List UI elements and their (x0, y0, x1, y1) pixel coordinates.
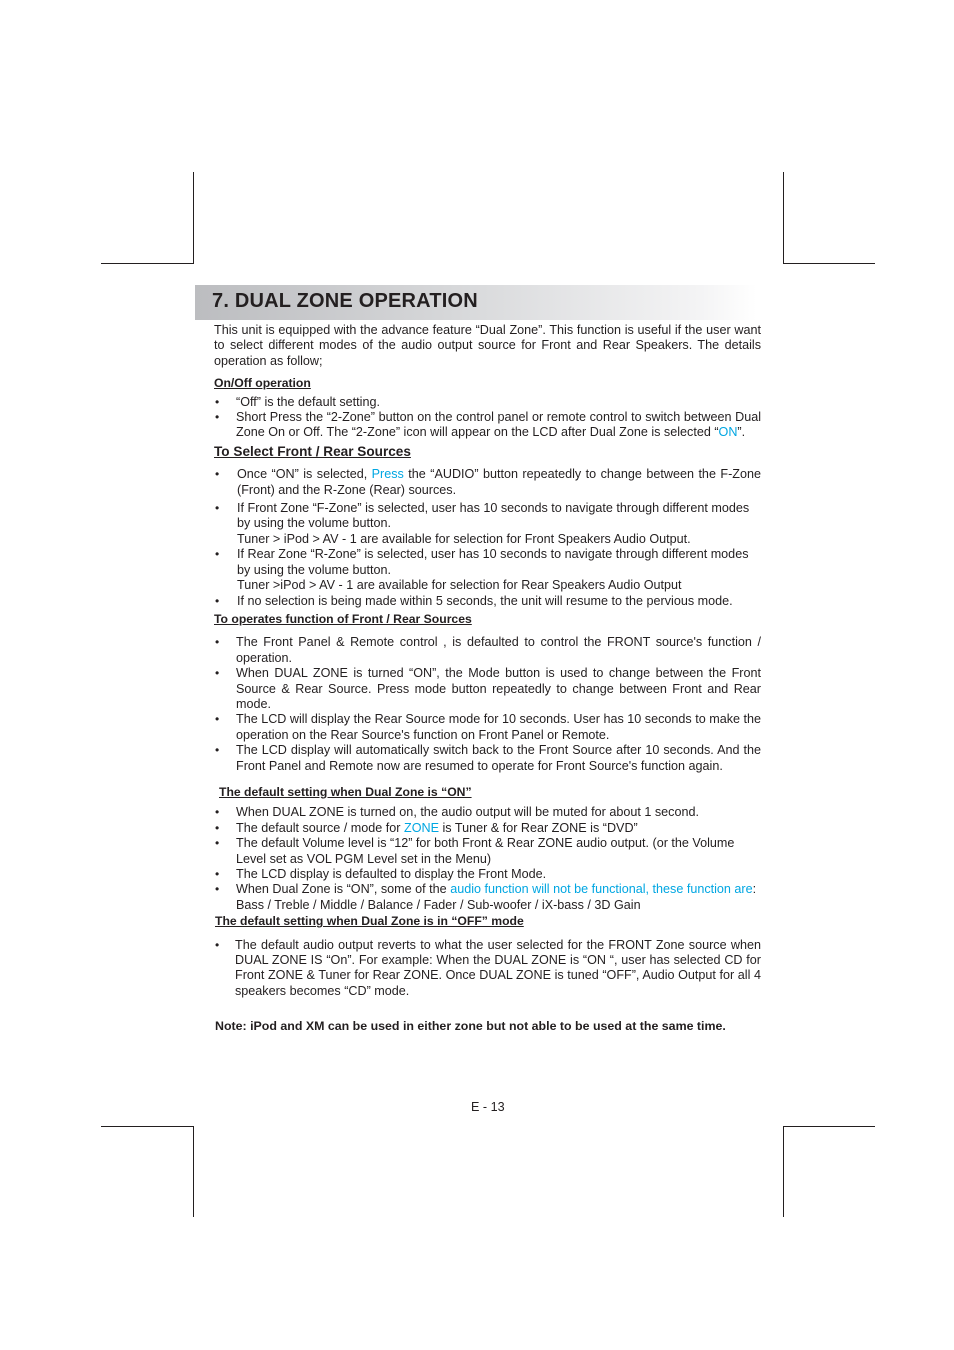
list-default-on (214, 805, 761, 913)
page-content (214, 323, 761, 1035)
crop-mark-bottom-left-horizontal (101, 1126, 194, 1127)
heading-default-on: The default setting when Dual Zone is “ON” (219, 784, 472, 799)
list-item (214, 821, 761, 836)
list-item (214, 867, 761, 882)
list-item (214, 410, 761, 441)
accent-on-text: ON (718, 425, 738, 440)
accent-press-text: Press (371, 467, 404, 482)
list-item (214, 547, 761, 593)
list-item-text: When DUAL ZONE is turned “ON”, the Mode button is used to change between the Front Source & Rear Source. Press mode button repeatedly to change between Front and Rear mode. (236, 666, 761, 711)
note-text: Note: iPod and XM can be used in either zone but not able to be used at the same time. (215, 1019, 726, 1034)
list-item (214, 395, 761, 410)
list-item-text: “Off” is the default setting. (236, 394, 380, 409)
list-item-subline: Tuner >iPod > AV - 1 are available for selection for Rear Speakers Audio Output (237, 578, 682, 593)
heading-operates-function: To operates function of Front / Rear Sources (214, 611, 472, 626)
list-item-text: If Rear Zone “R-Zone” is selected, user has 10 seconds to navigate through different modes by using the volume button. (237, 547, 749, 577)
list-item (214, 501, 761, 547)
list-item-text: Short Press the “2-Zone” button on the control panel or remote control to switch between Dual Zone On or Off. The “2-Zone” icon will appear on the LCD after Dual Zone is selected “ (236, 410, 761, 440)
list-item (214, 594, 761, 609)
crop-mark-bottom-right-vertical (783, 1126, 784, 1217)
list-item-text: The LCD will display the Rear Source mode for 10 seconds. User has 10 seconds to make the operation on the Rear Source's function on Front Panel or Remote. (236, 712, 762, 742)
list-item-text: The default source / mode for (236, 820, 405, 835)
crop-mark-top-right-vertical (783, 172, 784, 263)
list-item (214, 743, 761, 774)
list-item-subline: Tuner > iPod > AV - 1 are available for selection for Front Speakers Audio Output. (237, 531, 691, 546)
list-item-text: If no selection is being made within 5 seconds, the unit will resume to the pervious mode. (237, 593, 733, 608)
crop-mark-top-right-horizontal (783, 263, 875, 264)
list-item (214, 712, 761, 743)
accent-zone-text: ZONE (404, 820, 439, 835)
crop-mark-top-left-vertical (193, 172, 194, 263)
page-title: 7. DUAL ZONE OPERATION (212, 290, 478, 312)
list-item (214, 467, 761, 498)
crop-mark-top-left-horizontal (101, 263, 194, 264)
list-item-text-end: : (752, 882, 757, 897)
crop-mark-bottom-right-horizontal (783, 1126, 875, 1127)
list-item-text: The LCD display will automatically switch back to the Front Source after 10 seconds. And the Front Panel and Remote now are resumed to operate for Front Source's function again. (236, 743, 761, 773)
heading-default-off: The default setting when Dual Zone is in “OFF” mode (215, 914, 524, 929)
intro-paragraph: This unit is equipped with the advance feature “Dual Zone”. This function is useful if the user want to select different modes of the audio output source for Front and Rear Speakers. The details operation as follow; (214, 323, 761, 368)
list-item-subline: Bass / Treble / Middle / Balance / Fader / Sub-woofer / iX-bass / 3D Gain (236, 897, 641, 912)
list-item-text: If Front Zone “F-Zone” is selected, user has 10 seconds to navigate through different modes by using the volume button. (237, 501, 750, 531)
list-item-text: The Front Panel & Remote control , is defaulted to control the FRONT source's function / operation. (236, 635, 761, 665)
list-item (214, 836, 761, 867)
list-item-text: When Dual Zone is “ON”, some of the (236, 882, 451, 897)
list-item-text: The default audio output reverts to what the user selected for the FRONT Zone source when DUAL ZONE IS “On”. For example: When the DUAL ZONE is “ON “, user has selected CD for Front ZONE & Tuner for Rear ZONE. Once DUAL ZONE is tuned “OFF”, Audio Output for all 4 speakers becomes “CD” mode. (235, 937, 761, 998)
list-item-text-end: ”. (737, 425, 746, 440)
list-item-text: The default Volume level is “12” for both Front & Rear ZONE audio output. (or the Volume Level set as VOL PGM Level set in the Menu) (236, 836, 735, 866)
list-item (214, 635, 761, 666)
list-default-off (214, 938, 761, 1000)
list-item-text: When DUAL ZONE is turned on, the audio output will be muted for about 1 second. (236, 805, 699, 820)
list-item-text-end: is Tuner & for Rear ZONE is “DVD” (439, 820, 638, 835)
list-item (214, 666, 761, 712)
page-number: E - 13 (471, 1100, 505, 1114)
list-item (214, 938, 761, 1000)
crop-mark-bottom-left-vertical (193, 1126, 194, 1217)
list-select-sources (214, 467, 761, 609)
list-operates (214, 635, 761, 774)
list-item (214, 882, 761, 913)
list-item-text: Once “ON” is selected, (237, 467, 372, 482)
list-onoff (214, 395, 761, 441)
list-item-text-end: the “AUDIO” button repeatedly to change between the F-Zone (Front) and the R-Zone (Rear) sources. (237, 467, 761, 497)
accent-audio-function-text: audio function will not be functional, these function are (450, 882, 753, 897)
list-item-text: The LCD display is defaulted to display the Front Mode. (236, 867, 547, 881)
heading-select-sources: To Select Front / Rear Sources (214, 443, 411, 459)
list-item (214, 805, 761, 820)
heading-onoff-operation: On/Off operation (214, 376, 311, 391)
